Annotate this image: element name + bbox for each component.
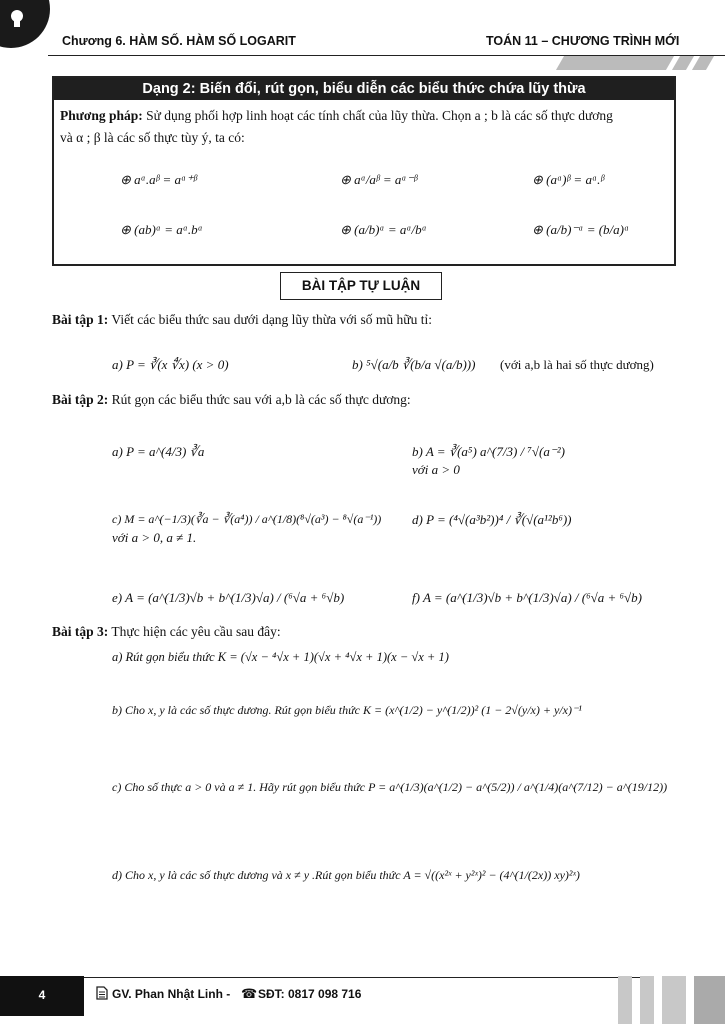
method-title: Dạng 2: Biến đổi, rút gọn, biểu diễn các biểu thức chứa lũy thừa	[54, 78, 674, 100]
method-text-2: và α ; β là các số thực tùy ý, ta có:	[60, 130, 245, 145]
exercise-2	[52, 392, 411, 408]
teacher-phone: SĐT: 0817 098 716	[258, 987, 362, 1001]
chapter-title: Chương 6. HÀM SỐ. HÀM SỐ LOGARIT	[62, 34, 296, 48]
ex3-item-a: a) Rút gọn biểu thức K = (√x − ⁴√x + 1)(√x + ⁴√x + 1)(x − √x + 1)	[112, 650, 449, 664]
header-stripe	[556, 56, 674, 70]
header-stripe	[692, 56, 714, 70]
exercise-3	[52, 624, 281, 640]
ex2-item-d: d) P = (⁴√(a³b²))⁴ / ∛(√(a¹²b⁶))	[412, 512, 572, 527]
formula-1: ⊕ aᵅ.aᵝ = aᵅ⁺ᵝ	[120, 172, 197, 187]
ex1-item-b-note: (với a,b là hai số thực dương)	[500, 357, 654, 372]
method-text-1: Sử dụng phối hợp linh hoạt các tính chất của lũy thừa. Chọn a ; b là các số thực dương	[146, 108, 613, 123]
ex3-item-d: d) Cho x, y là các số thực dương và x ≠ y .Rút gọn biểu thức A = √((x²ˣ + y²ˣ)² − (4^(1/(2x)) xy)²ˣ)	[112, 868, 580, 882]
page-number: 4	[38, 988, 46, 1002]
footer-divider	[84, 977, 644, 978]
header-stripe	[672, 56, 694, 70]
exercise-1	[52, 312, 432, 328]
ex1-item-a: a) P = ∛(x ∜x) (x > 0)	[112, 357, 229, 372]
ex2-item-a: a) P = a^(4/3) ∛a	[112, 444, 205, 459]
formula-6: ⊕ (a/b)⁻ᵅ = (b/a)ᵅ	[532, 222, 630, 237]
formula-5: ⊕ (a/b)ᵅ = aᵅ/bᵅ	[340, 222, 427, 237]
formula-2: ⊕ aᵅ/aᵝ = aᵅ⁻ᵝ	[340, 172, 418, 187]
logo-icon	[6, 8, 28, 30]
ex3-item-b: b) Cho x, y là các số thực dương. Rút gọn biểu thức K = (x^(1/2) − y^(1/2))² (1 − 2√(y/x) + y/x)⁻¹	[112, 703, 582, 717]
ex1-item-b: b) ⁵√(a/b ∛(b/a √(a/b)))	[352, 357, 476, 372]
exercise-3-label: Bài tập 3:	[52, 624, 109, 639]
formula-3: ⊕ (aᵅ)ᵝ = aᵅ.ᵝ	[532, 172, 605, 187]
footer-stripe	[618, 976, 632, 1024]
exercise-2-label: Bài tập 2:	[52, 392, 109, 407]
teacher-name: GV. Phan Nhật Linh -	[112, 987, 231, 1001]
method-text-line1	[60, 108, 613, 124]
phone-icon: ☎	[241, 986, 258, 1001]
footer-stripe	[662, 976, 686, 1024]
section-title: BÀI TẬP TỰ LUẬN	[280, 272, 442, 300]
document-icon	[96, 986, 108, 1005]
ex2-item-b: b) A = ∛(a⁵) a^(7/3) / ⁷√(a⁻²)	[412, 444, 565, 459]
ex2-item-e: e) A = (a^(1/3)√b + b^(1/3)√a) / (⁶√a + ⁶√b)	[112, 590, 345, 605]
ex3-item-c: c) Cho số thực a > 0 và a ≠ 1. Hãy rút gọn biểu thức P = a^(1/3)(a^(1/2) − a^(5/2)) / a^(1/4)(a^(7/12) − a^(19/12))	[112, 780, 668, 794]
ex2-item-b-cond: với a > 0	[412, 462, 460, 477]
footer-stripe	[694, 976, 725, 1024]
method-label: Phương pháp:	[60, 108, 143, 123]
course-title: TOÁN 11 – CHƯƠNG TRÌNH MỚI	[486, 34, 680, 48]
exercise-2-text: Rút gọn các biểu thức sau với a,b là các số thực dương:	[111, 392, 411, 407]
exercise-3-text: Thực hiện các yêu cầu sau đây:	[111, 624, 281, 639]
ex2-item-c: c) M = a^(−1/3)(∛a − ∛(a⁴)) / a^(1/8)(⁸√(a³) − ⁸√(a⁻¹))	[112, 512, 382, 526]
ex2-item-c-cond: với a > 0, a ≠ 1.	[112, 530, 197, 545]
exercise-1-text: Viết các biểu thức sau dưới dạng lũy thừa với số mũ hữu tỉ:	[111, 312, 432, 327]
formula-4: ⊕ (ab)ᵅ = aᵅ.bᵅ	[120, 222, 203, 237]
exercise-1-label: Bài tập 1:	[52, 312, 109, 327]
ex2-item-f: f) A = (a^(1/3)√b + b^(1/3)√a) / (⁶√a + ⁶√b)	[412, 590, 642, 605]
footer-stripe	[640, 976, 654, 1024]
